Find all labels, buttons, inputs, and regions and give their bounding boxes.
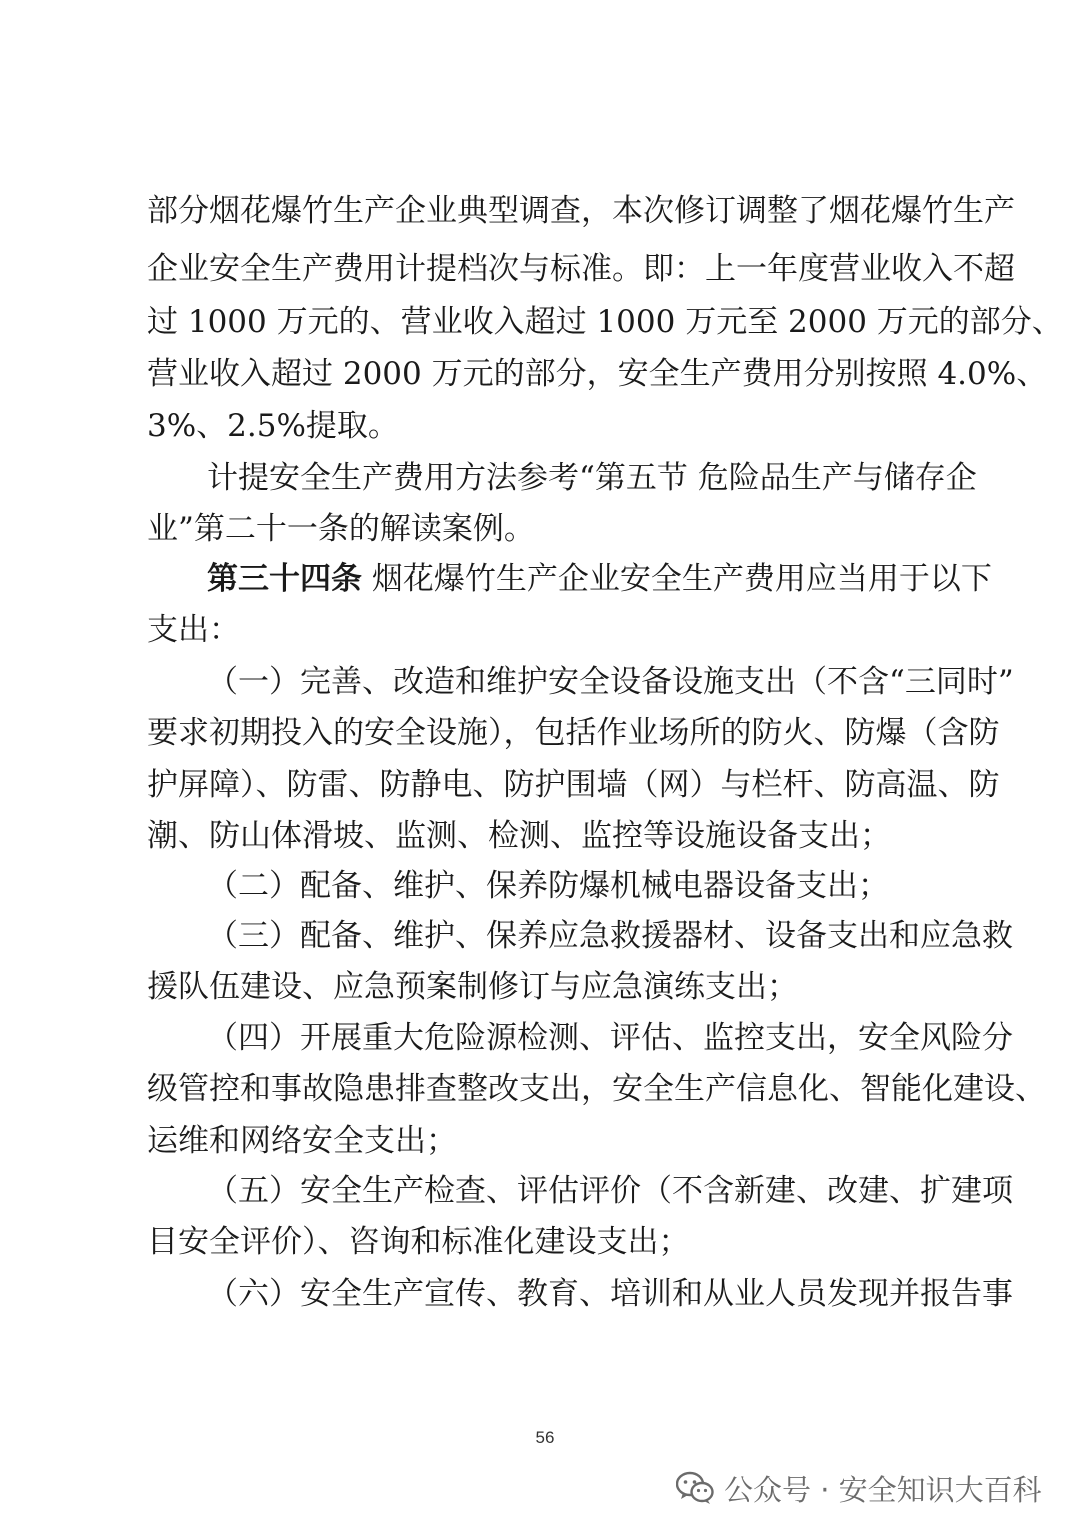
list-item-line: 运维和网络安全支出； — [147, 1123, 457, 1159]
paragraph-line: 支出： — [147, 612, 240, 648]
list-item-line: 目安全评价）、咨询和标准化建设支出； — [147, 1224, 690, 1260]
list-item-line: 潮、防山体滑坡、监测、检测、监控等设施设备支出； — [147, 818, 891, 854]
wechat-icon — [676, 1471, 714, 1505]
list-item-line: （六）安全生产宣传、教育、培训和从业人员发现并报告事 — [207, 1276, 1013, 1312]
watermark — [676, 1466, 1042, 1510]
article-heading: 第三十四条 — [207, 561, 362, 597]
list-item-line: （五）安全生产检查、评估评价（不含新建、改建、扩建项 — [207, 1173, 1013, 1209]
paragraph-line: 计提安全生产费用方法参考“第五节 危险品生产与储存企 — [207, 460, 977, 496]
paragraph-line: 过 1000 万元的、营业收入超过 1000 万元至 2000 万元的部分、 — [147, 304, 1063, 340]
paragraph-line: 业”第二十一条的解读案例。 — [147, 511, 535, 547]
paragraph-line: 企业安全生产费用计提档次与标准。即：上一年度营业收入不超 — [147, 251, 1015, 287]
paragraph-line: 部分烟花爆竹生产企业典型调查，本次修订调整了烟花爆竹生产 — [147, 193, 1015, 229]
list-item-line: （三）配备、维护、保养应急救援器材、设备支出和应急救 — [207, 918, 1013, 954]
list-item-line: （四）开展重大危险源检测、评估、监控支出，安全风险分 — [207, 1020, 1013, 1056]
watermark-text: 公众号 · 安全知识大百科 — [724, 1472, 1042, 1507]
list-item-line: （二）配备、维护、保养防爆机械电器设备支出； — [207, 868, 889, 904]
article-heading-text: 烟花爆竹生产企业安全生产费用应当用于以下 — [371, 561, 992, 597]
list-item-line: 援队伍建设、应急预案制修订与应急演练支出； — [147, 969, 798, 1005]
list-item-line: （一）完善、改造和维护安全设备设施支出（不含“三同时” — [207, 664, 1014, 700]
list-item-line: 级管控和事故隐患排查整改支出，安全生产信息化、智能化建设、 — [147, 1071, 1046, 1107]
list-item-line: 护屏障）、防雷、防静电、防护围墙（网）与栏杆、防高温、防 — [147, 767, 1000, 803]
list-item-line: 要求初期投入的安全设施），包括作业场所的防火、防爆（含防 — [147, 715, 1000, 751]
paragraph-line: 3%、2.5%提取。 — [147, 408, 399, 444]
paragraph-line: 营业收入超过 2000 万元的部分，安全生产费用分别按照 4.0%、 — [147, 356, 1048, 392]
article-heading-line — [207, 559, 992, 599]
page-number: 56 — [535, 1428, 555, 1447]
